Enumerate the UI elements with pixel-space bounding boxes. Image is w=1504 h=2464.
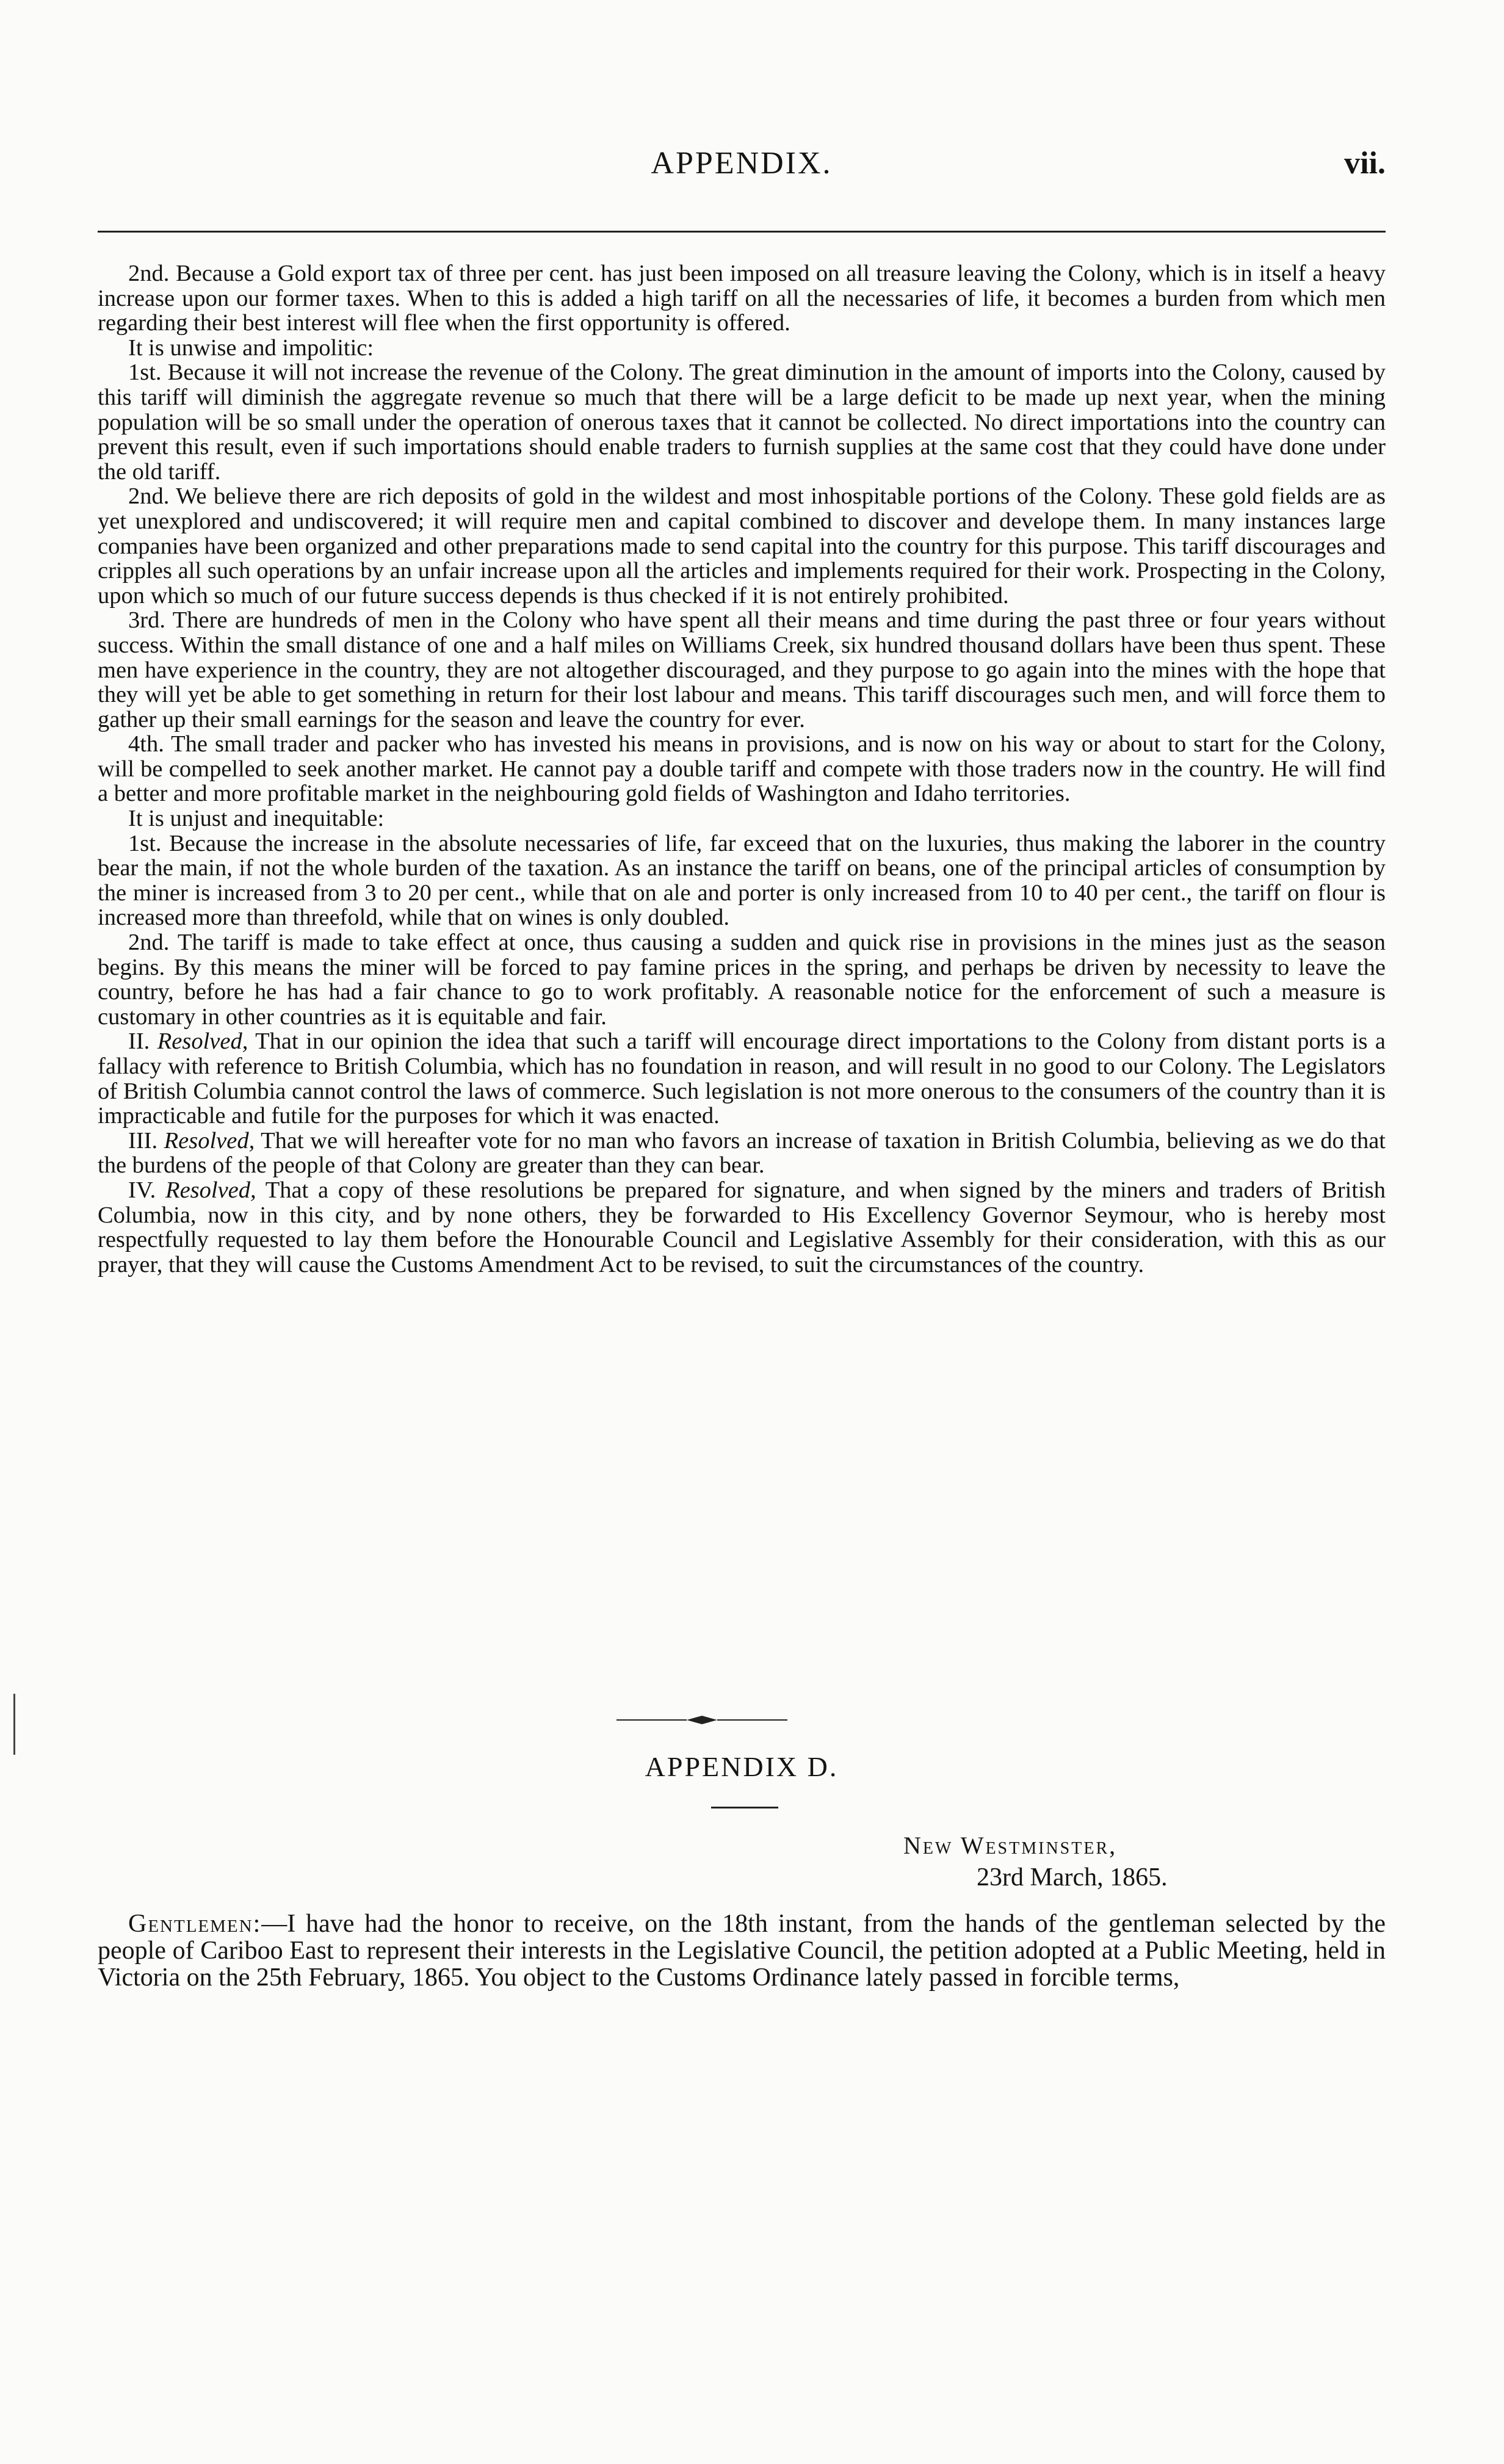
- resolution: [98, 1129, 1386, 1178]
- letter-paragraph: [98, 1910, 1386, 1991]
- resolution-text: That a copy of these resolutions be prepared for signature, and when signed by the miners and traders of British Columbia, now in this city, and by none others, they be forwarded to His Excellency Governor Seymour, who is hereby most respectfully requested to lay them before the Honourable Council and Legislative Assembly for their consideration, with this as our prayer, that they will cause the Customs Amendment Act to be revised, to suit the circumstances of the country.: [98, 1177, 1386, 1277]
- running-title: APPENDIX.: [651, 146, 833, 181]
- salutation: Gentlemen:: [128, 1910, 262, 1938]
- resolution-word: Resolved,: [164, 1127, 255, 1154]
- resolution-text: That in our opinion the idea that such a tariff will encourage direct importations to the Colony from distant ports is a fallacy with reference to British Columbia, which has no foundation in reason, and will result in no good to our Colony. The Legislators of British Columbia cannot control the laws of commerce. Such legislation is not more onerous to the consumers of the country than it is impracticable and futile for the purposes for which it was enacted.: [98, 1028, 1386, 1129]
- resolution-numeral: III.: [128, 1127, 158, 1154]
- paragraph: 1st. Because it will not increase the revenue of the Colony. The great diminution in the amount of imports into the Colony, caused by this tariff will diminish the aggregate revenue so much that there will be a large deficit to be made up next year, when the mining population will be so small under the operation of onerous taxes that it cannot be collected. No direct importations into the country can prevent this result, even if such importations should enable traders to furnish supplies at the same cost that they could have done under the old tariff.: [98, 359, 1386, 485]
- resolution-numeral: II.: [128, 1028, 150, 1055]
- letter-body: [98, 1910, 1386, 1991]
- header-rule: [98, 231, 1386, 233]
- letter-place: New Westminster,: [903, 1832, 1118, 1859]
- resolution: [98, 1178, 1386, 1277]
- letter-date: 23rd March, 1865.: [977, 1863, 1168, 1891]
- running-head: [98, 145, 1386, 194]
- paragraph: It is unjust and inequitable:: [128, 806, 385, 832]
- resolution-word: Resolved,: [165, 1177, 256, 1203]
- paragraph: It is unwise and impolitic:: [128, 334, 374, 361]
- paragraph: 2nd. We believe there are rich deposits of gold in the wildest and most inhospitable portions of the Colony. These gold fields are as yet unexplored and undiscovered; it will require men and capital combined to discover and develope them. In many instances large companies have been organized and other preparations made to send capital into the country for this purpose. This tariff discourages and cripples all such operations by an unfair increase upon all the articles and implements required for their work. Prospecting in the Colony, upon which so much of our future success depends is thus checked if it is not entirely prohibited.: [98, 483, 1386, 609]
- paragraph: 3rd. There are hundreds of men in the Colony who have spent all their means and time during the past three or four years without success. Within the small distance of one and a half miles on Williams Creek, six hundred thousand dollars have been thus spent. These men have experience in the country, they are not altogether discouraged, and they purpose to go again into the mines with the hope that they will yet be able to get something in return for their lost labour and means. This tariff discourages such men, and will force them to gather up their small earnings for the season and leave the country for ever.: [98, 607, 1386, 732]
- margin-mark: [13, 1694, 15, 1755]
- resolution-text: That we will hereafter vote for no man who favors an increase of taxation in British Columbia, believing as we do that the burdens of the people of that Colony are greater than they can bear.: [98, 1127, 1386, 1179]
- resolution-numeral: IV.: [128, 1177, 156, 1203]
- paragraph: 2nd. The tariff is made to take effect at once, thus causing a sudden and quick rise in provisions in the mines just as the season begins. By this means the miner will be forced to pay famine prices in the spring, and perhaps be driven by necessity to leave the country, before he has had a fair chance to go to work profitably. A reasonable notice for the enforcement of such a measure is customary in other countries as it is equitable and fair.: [98, 930, 1386, 1030]
- paragraph: 2nd. Because a Gold export tax of three per cent. has just been imposed on all treasure leaving the Colony, which is in itself a heavy increase upon our former taxes. When to this is added a high tariff on all the necessaries of life, it becomes a burden from which men regarding their best interest will flee when the first opportunity is offered.: [98, 261, 1386, 336]
- resolution-word: Resolved,: [157, 1028, 248, 1055]
- paragraph: 1st. Because the increase in the absolute necessaries of life, far exceed that on the luxuries, thus making the laborer in the country bear the main, if not the whole burden of the taxation. As an instance the tariff on beans, one of the principal articles of consumption by the miner is increased from 3 to 20 per cent., while that on ale and porter is only increased from 10 to 40 per cent., the tariff on flour is increased more than threefold, while that on wines is only doubled.: [98, 830, 1386, 931]
- section-ornament: [610, 1714, 794, 1726]
- main-text: [98, 261, 1386, 1277]
- resolution: [98, 1029, 1386, 1128]
- appendix-heading: APPENDIX D.: [645, 1751, 839, 1782]
- appendix-rule: [711, 1807, 778, 1808]
- page-number: vii.: [1344, 146, 1386, 181]
- paragraph: 4th. The small trader and packer who has invested his means in provisions, and is now on his way or about to start for the Colony, will be compelled to seek another market. He cannot pay a double tariff and compete with those traders now in the country. He will find a better and more profitable market in the neighbouring gold fields of Washington and Idaho territories.: [98, 731, 1386, 807]
- letter-text: —I have had the honor to receive, on the 18th instant, from the hands of the gentleman selected by the people of Cariboo East to represent their interests in the Legislative Council, the petition adopted at a Public Meeting, held in Victoria on the 25th February, 1865. You object to the Customs Ordinance lately passed in forcible terms,: [98, 1910, 1386, 1992]
